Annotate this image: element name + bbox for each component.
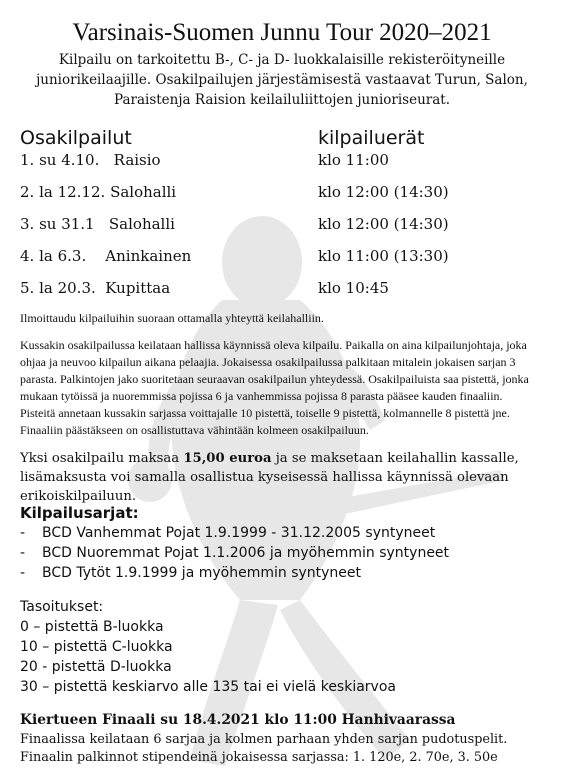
intro-paragraph: Kilpailu on tarkoitettu B-, C- ja D- luokkalaisille rekisteröityneille juniorikeilaajille. Osakilpailujen järjestämisestä vastaavat Turun, Salon, Paraistenja Raision keilailuliittojen junioriseurat. xyxy=(36,52,528,108)
final-line-1: Finaalissa keilataan 6 sarjaa ja kolmen parhaan yhden sarjan pudotuspelit. xyxy=(20,732,508,747)
list-dash: - xyxy=(20,545,26,561)
final-heading: Kiertueen Finaali su 18.4.2021 klo 11:00 Hanhivaarassa xyxy=(20,712,456,728)
fee-paragraph xyxy=(20,449,540,506)
schedule-event-5: 5. la 20.3. Kupittaa xyxy=(20,279,171,297)
handicap-item: 10 – pistettä C-luokka xyxy=(20,639,173,655)
schedule-time-3: klo 12:00 (14:30) xyxy=(318,215,449,233)
document-title: Varsinais-Suomen Junnu Tour 2020–2021 xyxy=(72,19,492,46)
series-item-text: BCD Nuoremmat Pojat 1.1.2006 ja myöhemmin syntyneet xyxy=(42,545,450,561)
schedule-time-1: klo 11:00 xyxy=(318,151,389,169)
series-item-text: BCD Tytöt 1.9.1999 ja myöhemmin syntyneet xyxy=(42,565,362,581)
registration-note: Ilmoittaudu kilpailuihin suoraan ottamalla yhteyttä keilahalliin. xyxy=(20,311,324,325)
handicap-heading: Tasoitukset: xyxy=(20,599,104,615)
series-heading: Kilpailusarjat: xyxy=(20,504,139,522)
series-item xyxy=(20,543,550,563)
handicap-item: 0 – pistettä B-luokka xyxy=(20,619,164,635)
fee-amount: 15,00 euroa xyxy=(183,451,272,466)
schedule-heading-times: kilpailuerät xyxy=(318,127,425,149)
schedule-event-2: 2. la 12.12. Salohalli xyxy=(20,183,177,201)
schedule-time-2: klo 12:00 (14:30) xyxy=(318,183,449,201)
handicap-item: 20 - pistettä D-luokka xyxy=(20,659,172,675)
final-line-2: Finaalin palkinnot stipendeinä jokaisessa sarjassa: 1. 120e, 2. 70e, 3. 50e xyxy=(20,750,498,765)
schedule-heading-events: Osakilpailut xyxy=(20,127,132,149)
schedule-time-4: klo 11:00 (13:30) xyxy=(318,247,449,265)
series-item xyxy=(20,523,550,543)
series-item xyxy=(20,563,550,583)
schedule-event-4: 4. la 6.3. Aninkainen xyxy=(20,247,192,265)
fee-text-after: ja se maksetaan keilahallin kassalle, lisämaksusta voi samalla osallistua kyseisessä hallissa käynnissä olevaan erikoiskilpailuun. xyxy=(20,451,519,504)
handicap-item: 30 – pistettä keskiarvo alle 135 tai ei vielä keskiarvoa xyxy=(20,679,396,695)
fee-text-before: Yksi osakilpailu maksaa xyxy=(20,451,184,466)
rules-paragraph: Kussakin osakilpailussa keilataan hallissa käynnissä oleva kilpailu. Paikalla on aina kilpailunjohtaja, joka ohjaa ja neuvoo kilpailun aikana pelaajia. Jokaisessa osakilpailussa palkitaan mitalein jokaisen sarjan 3 parasta. Palkintojen jako suoritetaan seuraavan osakilpailun yhteydessä. Osakilpailuista saa pistettä, jonka mukaan tytöissä ja nuoremmissa pojissa 6 ja vanhemmissa pojissa 8 parasta pääsee kauden finaaliin. Pisteitä annetaan kussakin sarjassa voittajalle 10 pistettä, toiselle 9 pistettä, kolmannelle 8 pistettä jne. Finaaliin päästäkseen on osallistuttava vähintään kolmeen osakilpailuun. xyxy=(20,338,529,437)
series-item-text: BCD Vanhemmat Pojat 1.9.1999 - 31.12.2005 syntyneet xyxy=(42,525,436,541)
schedule-event-3: 3. su 31.1 Salohalli xyxy=(20,215,175,233)
schedule-time-5: klo 10:45 xyxy=(318,279,389,297)
list-dash: - xyxy=(20,565,26,581)
list-dash: - xyxy=(20,525,26,541)
schedule-event-1: 1. su 4.10. Raisio xyxy=(20,151,161,169)
